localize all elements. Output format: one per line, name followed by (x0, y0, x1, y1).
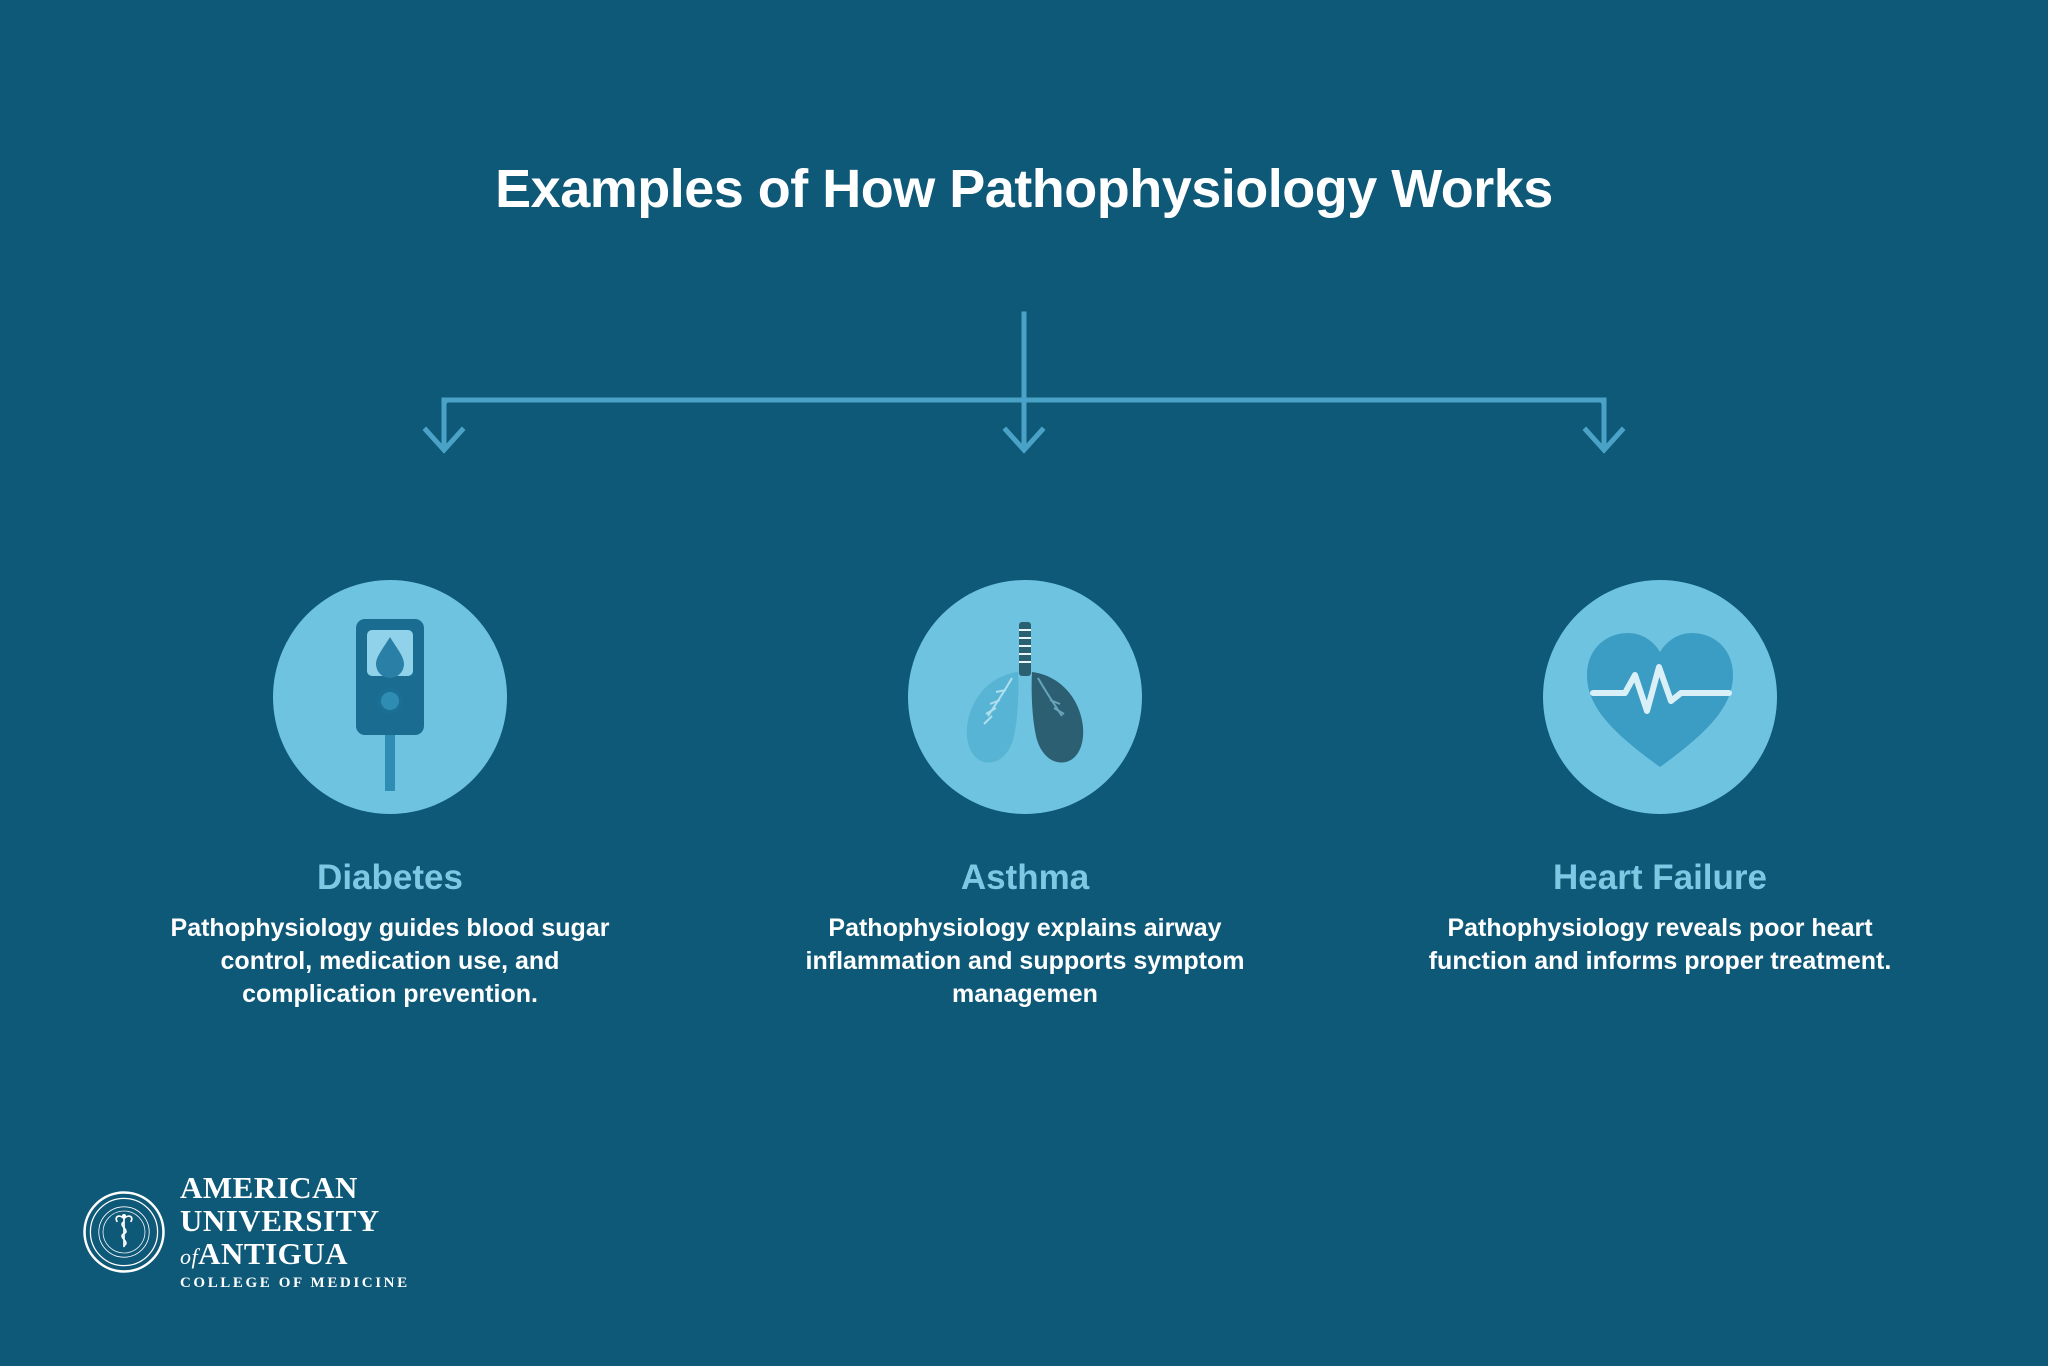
branch-title-heart-failure: Heart Failure (1553, 858, 1767, 897)
branch-item-diabetes (150, 580, 630, 1011)
university-logo (82, 1172, 410, 1291)
lungs-icon (940, 612, 1110, 782)
logo-line-american: AMERICAN (180, 1170, 358, 1205)
logo-line-antigua (180, 1238, 410, 1269)
branch-title-asthma: Asthma (960, 858, 1090, 897)
branch-description-heart-failure: Pathophysiology reveals poor heart function and informs proper treatment. (1428, 914, 1892, 975)
glucose-meter-icon (310, 597, 470, 797)
heart-pulse-icon (1573, 615, 1748, 780)
branch-columns (150, 580, 1900, 1011)
logo-of: of (180, 1244, 199, 1269)
branch-connector-diagram (0, 300, 2048, 550)
logo-wordmark (180, 1172, 410, 1291)
logo-line-university: UNIVERSITY (180, 1203, 380, 1238)
logo-line-college: COLLEGE OF MEDICINE (180, 1275, 410, 1291)
branch-item-heart-failure (1420, 580, 1900, 1011)
branch-title-diabetes: Diabetes (317, 858, 463, 897)
icon-circle-asthma (908, 580, 1142, 814)
logo-antigua: ANTIGUA (198, 1236, 349, 1271)
branch-item-asthma (785, 580, 1265, 1011)
page-title: Examples of How Pathophysiology Works (495, 159, 1553, 219)
icon-circle-diabetes (273, 580, 507, 814)
icon-circle-heart-failure (1543, 580, 1777, 814)
branch-description-asthma: Pathophysiology explains airway inflammation and supports symptom managemen (805, 914, 1245, 1008)
university-seal-icon (82, 1190, 166, 1274)
branch-description-diabetes: Pathophysiology guides blood sugar control, medication use, and complication prevention. (170, 914, 610, 1008)
